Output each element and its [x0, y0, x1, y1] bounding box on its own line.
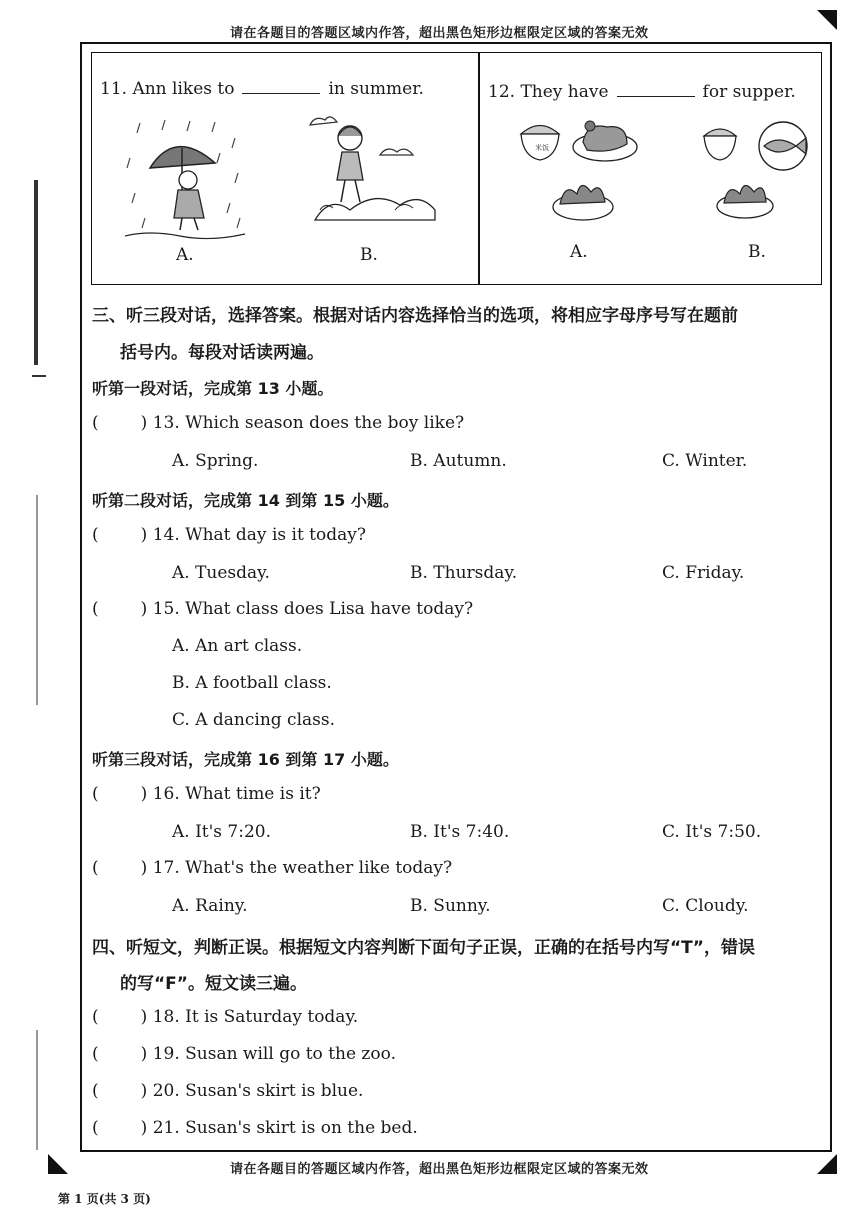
question-15 — [92, 599, 473, 619]
section-3-part-2: 听第二段对话，完成第 14 到第 15 小题。 — [92, 491, 399, 510]
girl-walking-picture — [305, 110, 440, 240]
footer-notice: 请在各题目的答题区域内作答，超出黑色矩形边框限定区域的答案无效 — [230, 1162, 649, 1177]
rain-umbrella-picture — [120, 118, 250, 243]
q13-option-b: B. Autumn. — [410, 451, 507, 471]
question-18 — [92, 1007, 358, 1027]
corner-mark-top-right — [817, 10, 837, 30]
question-text: 14. What day is it today? — [152, 525, 366, 545]
q14-option-a: A. Tuesday. — [172, 563, 270, 583]
question-text: 13. Which season does the boy like? — [152, 413, 465, 433]
question-text: 15. What class does Lisa have today? — [152, 599, 474, 619]
q15-option-c: C. A dancing class. — [172, 710, 335, 730]
statement-text: 20. Susan's skirt is blue. — [152, 1081, 364, 1101]
q11-before: 11. Ann likes to — [100, 79, 235, 99]
q13-option-c: C. Winter. — [662, 451, 748, 471]
section-3-title-line2: 括号内。每段对话读两遍。 — [120, 343, 324, 363]
q11-prompt — [100, 77, 424, 99]
q11-option-a: A. — [176, 245, 194, 265]
q12-answer-blank[interactable] — [617, 80, 695, 97]
answer-paren-18[interactable]: ( ) — [92, 1007, 148, 1027]
q12-option-b: B. — [748, 242, 766, 262]
answer-paren-21[interactable]: ( ) — [92, 1118, 148, 1138]
q11-option-b: B. — [360, 245, 378, 265]
question-14 — [92, 525, 366, 545]
binding-line — [32, 375, 46, 377]
q14-option-b: B. Thursday. — [410, 563, 518, 583]
answer-paren-17[interactable]: ( ) — [92, 858, 148, 878]
question-16 — [92, 784, 321, 804]
statement-text: 21. Susan's skirt is on the bed. — [152, 1118, 418, 1138]
answer-paren-20[interactable]: ( ) — [92, 1081, 148, 1101]
answer-paren-16[interactable]: ( ) — [92, 784, 148, 804]
q16-option-c: C. It's 7:50. — [662, 822, 762, 842]
answer-paren-19[interactable]: ( ) — [92, 1044, 148, 1064]
q17-option-a: A. Rainy. — [172, 896, 248, 916]
section-3-title-line1: 三、听三段对话，选择答案。根据对话内容选择恰当的选项，将相应字母序号写在题前 — [92, 306, 738, 326]
q14-option-c: C. Friday. — [662, 563, 745, 583]
question-20 — [92, 1081, 363, 1101]
rice-fish-vegetables-picture — [700, 118, 815, 228]
q11-answer-blank[interactable] — [242, 77, 320, 94]
q12-before: 12. They have — [488, 82, 609, 102]
section-4-title-line2: 的写“F”。短文读三遍。 — [120, 974, 307, 994]
q17-option-c: C. Cloudy. — [662, 896, 749, 916]
section-4-title-line1: 四、听短文，判断正误。根据短文内容判断下面句子正误，正确的在括号内写“T”，错误 — [92, 938, 755, 958]
q16-option-b: B. It's 7:40. — [410, 822, 510, 842]
question-13 — [92, 413, 464, 433]
q12-prompt — [488, 80, 796, 102]
question-21 — [92, 1118, 418, 1138]
section-3-part-3: 听第三段对话，完成第 16 到第 17 小题。 — [92, 750, 399, 769]
answer-paren-15[interactable]: ( ) — [92, 599, 148, 619]
q15-option-a: A. An art class. — [172, 636, 303, 656]
q11-after: in summer. — [328, 79, 424, 99]
corner-mark-bottom-left — [48, 1154, 68, 1174]
rice-chicken-vegetables-picture — [515, 112, 645, 227]
q12-after: for supper. — [702, 82, 796, 102]
corner-mark-bottom-right — [817, 1154, 837, 1174]
binding-line — [34, 180, 38, 365]
page-number: 第 1 页(共 3 页) — [58, 1192, 151, 1206]
q12-option-a: A. — [570, 242, 588, 262]
q13-option-a: A. Spring. — [172, 451, 259, 471]
section-3-part-1: 听第一段对话，完成第 13 小题。 — [92, 379, 334, 398]
binding-line — [36, 1030, 38, 1150]
question-text: 16. What time is it? — [152, 784, 321, 804]
statement-text: 19. Susan will go to the zoo. — [152, 1044, 396, 1064]
picture-box-divider — [478, 52, 480, 285]
bowl-label: 米饭 — [535, 144, 549, 152]
statement-text: 18. It is Saturday today. — [152, 1007, 359, 1027]
q17-option-b: B. Sunny. — [410, 896, 491, 916]
question-text: 17. What's the weather like today? — [152, 858, 453, 878]
q15-option-b: B. A football class. — [172, 673, 332, 693]
question-17 — [92, 858, 452, 878]
header-notice: 请在各题目的答题区域内作答，超出黑色矩形边框限定区域的答案无效 — [230, 26, 649, 41]
question-19 — [92, 1044, 396, 1064]
binding-line — [36, 495, 38, 705]
answer-paren-13[interactable]: ( ) — [92, 413, 148, 433]
q16-option-a: A. It's 7:20. — [172, 822, 272, 842]
answer-paren-14[interactable]: ( ) — [92, 525, 148, 545]
